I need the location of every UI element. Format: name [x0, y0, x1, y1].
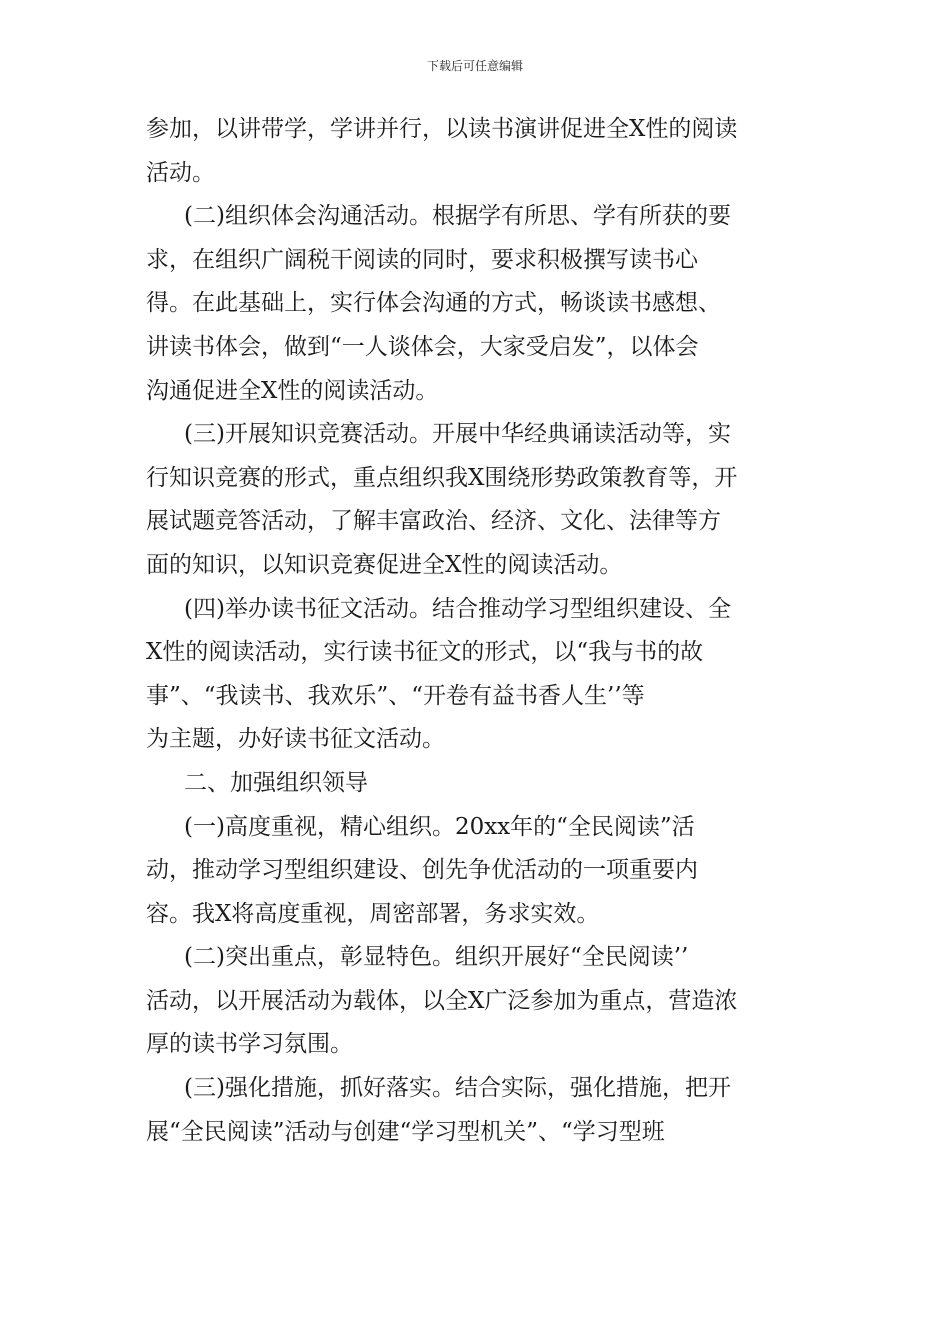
- text-line: (二)突出重点，彰显特色。组织开展好“全民阅读’’: [184, 944, 689, 971]
- text-line: 容。我X将高度重视，周密部署，务求实效。: [146, 900, 600, 927]
- text-line: (四)举办读书征文活动。结合推动学习型组织建设、全: [184, 595, 731, 622]
- text-line: (二)组织体会沟通活动。根据学有所思、学有所获的要: [184, 203, 731, 230]
- document-body: [146, 108, 811, 1154]
- text-line: 活动。: [146, 159, 215, 186]
- text-line: X性的阅读活动，实行读书征文的形式，以“我与书的故: [146, 639, 704, 666]
- text-line: 展试题竞答活动，了解丰富政治、经济、文化、法律等方: [146, 508, 721, 535]
- page-header: 下载后可任意编辑: [426, 59, 523, 73]
- text-line: (三)开展知识竞赛活动。开展中华经典诵读活动等，实: [184, 421, 731, 448]
- text-line: (三)强化措施，抓好落实。结合实际，强化措施，把开: [184, 1075, 731, 1102]
- text-line: 面的知识，以知识竞赛促进全X性的阅读活动。: [146, 551, 623, 578]
- text-line: 为主题，办好读书征文活动。: [146, 726, 445, 753]
- text-line: 活动，以开展活动为载体，以全X广泛参加为重点，营造浓: [146, 987, 738, 1014]
- text-line: 动，推动学习型组织建设、创先争优活动的一项重要内: [146, 857, 698, 884]
- text-line: 参加，以讲带学，学讲并行，以读书演讲促进全X性的阅读: [146, 116, 738, 142]
- text-line: 事”、“我读书、我欢乐”、“开卷有益书香人生’’等: [146, 682, 645, 709]
- section-heading: 二、加强组织领导: [184, 769, 368, 796]
- text-line: 求，在组织广阔税干阅读的同时，要求积极撰写读书心: [146, 246, 698, 273]
- text-line: 厚的读书学习氛围。: [146, 1031, 353, 1058]
- text-line: 得。在此基础上，实行体会沟通的方式，畅谈读书感想、: [146, 290, 721, 317]
- text-line: 行知识竞赛的形式，重点组织我X围绕形势政策教育等，开: [146, 464, 738, 491]
- text-line: 沟通促进全X性的阅读活动。: [146, 377, 439, 404]
- text-line: (一)高度重视，精心组织。20xx年的“全民阅读”活: [184, 813, 695, 840]
- text-line: 讲读书体会，做到“一人谈体会，大家受启发”，以体会: [146, 333, 699, 360]
- text-line: 展“全民阅读”活动与创建“学习型机关”、“学习型班: [146, 1118, 665, 1145]
